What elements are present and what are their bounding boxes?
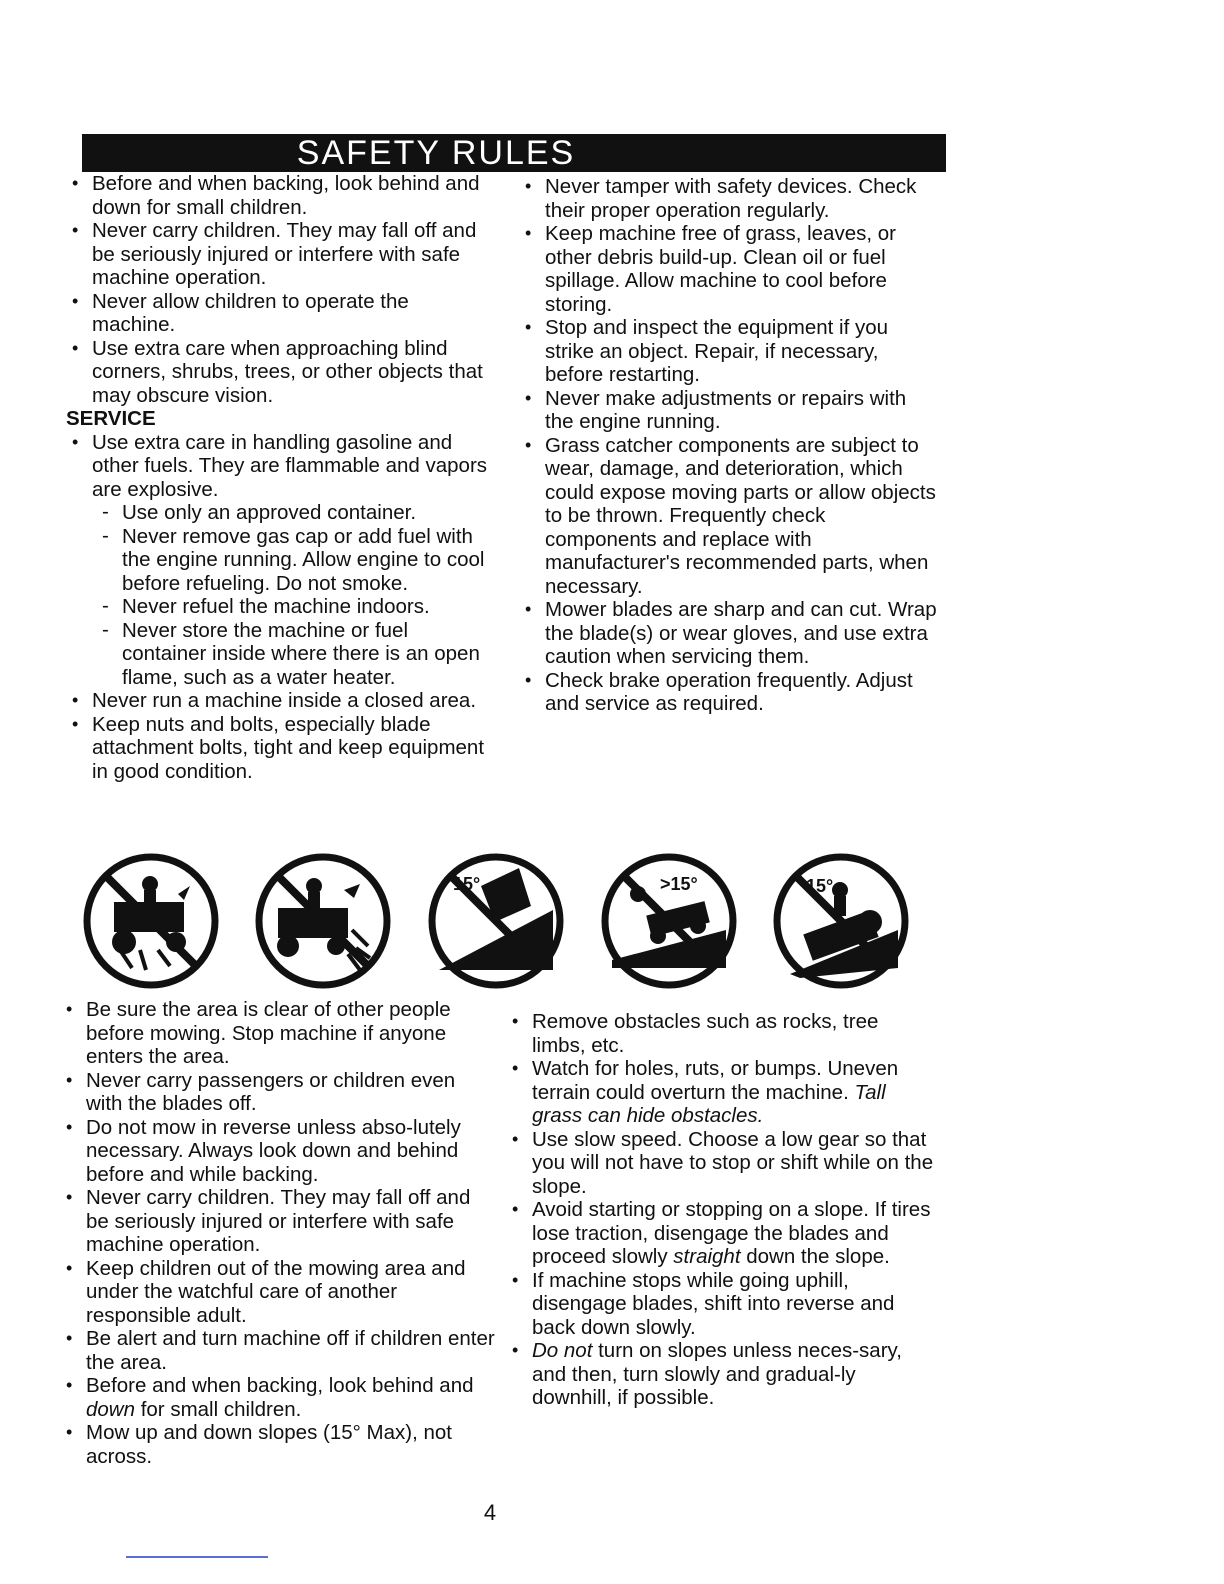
slope-15-label: 15° [806, 876, 834, 896]
list-item: • Never allow children to operate the machine. [66, 290, 496, 337]
list-item: • Be sure the area is clear of other people before mowing. Stop machine if anyone enters the area. [60, 998, 495, 1069]
list-item: • Keep nuts and bolts, especially blade attachment bolts, tight and keep equipment in good condition. [66, 713, 496, 784]
list-item: • If machine stops while going uphill, disengage blades, shift into reverse and back down slowly. [506, 1269, 936, 1340]
list-item: • Never carry children. They may fall off and be seriously injured or interfere with safe machine operation. [66, 219, 496, 290]
backing-text: Before and when backing, look behind and [86, 1374, 474, 1397]
list-item: • Keep machine free of grass, leaves, or other debris build-up. Clean oil or fuel spillage. Allow machine to cool before storing. [519, 222, 939, 316]
slope-over-15-label: >15° [660, 874, 698, 894]
no-children-riding-icon [80, 850, 222, 992]
list-item: • Be alert and turn machine off if children enter the area. [60, 1327, 495, 1374]
bottom-right-column [506, 1010, 936, 1410]
list-item: • Use extra care when approaching blind corners, shrubs, trees, or other objects that may obscure vision. [66, 337, 496, 408]
avoid-text: Avoid starting or stopping on a slope. If tires lose traction, disengage the blades and proceed slowly [532, 1198, 931, 1268]
sub-list-item: - Never remove gas cap or add fuel with the engine running. Allow engine to cool before refueling. Do not smoke. [66, 525, 496, 596]
list-item: • Before and when backing, look behind and down for small children. [66, 172, 496, 219]
turn-text: turn on slopes unless neces-sary, and then, turn slowly and gradual-ly downhill, if possible. [532, 1339, 902, 1409]
list-item: • Mower blades are sharp and can cut. Wrap the blade(s) or wear gloves, and use extra caution when servicing them. [519, 598, 939, 669]
list-item: • Never run a machine inside a closed area. [66, 689, 496, 713]
list-item [60, 1374, 495, 1421]
no-steep-slope-icon [598, 850, 740, 992]
holes-text: Watch for holes, ruts, or bumps. Uneven terrain could overturn the machine. [532, 1057, 899, 1104]
list-item: • Stop and inspect the equipment if you strike an object. Repair, if necessary, before restarting. [519, 316, 939, 387]
backing-text-end: for small children. [135, 1397, 302, 1421]
list-item: • Never make adjustments or repairs with the engine running. [519, 387, 939, 434]
list-item: • Use slow speed. Choose a low gear so that you will not have to stop or shift while on the slope. [506, 1128, 936, 1199]
list-item: • Never carry passengers or children even with the blades off. [60, 1069, 495, 1116]
list-item: • Grass catcher components are subject to wear, damage, and deterioration, which could expose moving parts or allow objects to be thrown. Frequently check components and replace with manufacturer's recommended parts, when necessary. [519, 434, 939, 599]
no-slope-over-15-icon [425, 850, 567, 992]
avoid-emphasis: straight [673, 1245, 741, 1268]
page-number: 4 [483, 1500, 497, 1525]
list-item: • Check brake operation frequently. Adjust and service as required. [519, 669, 939, 716]
list-item [506, 1198, 936, 1269]
list-item: • Never carry children. They may fall off and be seriously injured or interfere with safe machine operation. [60, 1186, 495, 1257]
slope-15-label: 15° [453, 874, 481, 894]
top-right-column [519, 175, 939, 716]
list-item [506, 1339, 936, 1410]
list-item: • Mow up and down slopes (15° Max), not across. [60, 1421, 495, 1468]
turn-emphasis: Do not [532, 1339, 593, 1362]
safety-rules-header [82, 134, 946, 172]
bottom-left-column [60, 998, 495, 1468]
safety-pictograms [80, 850, 930, 990]
list-item: • Use extra care in handling gasoline and other fuels. They are flammable and vapors are explosive. [66, 431, 496, 502]
list-item [506, 1057, 936, 1128]
bottom-rule [126, 1556, 268, 1558]
backing-emphasis: down [86, 1397, 136, 1421]
avoid-text-end: down the slope. [740, 1245, 890, 1268]
list-item: • Never tamper with safety devices. Check their proper operation regularly. [519, 175, 939, 222]
sub-list-item: - Never store the machine or fuel container inside where there is an open flame, such as a water heater. [66, 619, 496, 690]
sub-list-item: - Never refuel the machine indoors. [66, 595, 496, 619]
list-item: • Keep children out of the mowing area and under the watchful care of another responsible adult. [60, 1257, 495, 1328]
list-item: • Remove obstacles such as rocks, tree limbs, etc. [506, 1010, 936, 1057]
no-reverse-mowing-icon [252, 850, 394, 992]
list-item: • Do not mow in reverse unless abso-lutely necessary. Always look down and behind before and while backing. [60, 1116, 495, 1187]
service-heading: SERVICE [66, 407, 156, 430]
no-across-slope-icon [770, 850, 912, 992]
header-title: SAFETY RULES [296, 134, 576, 172]
top-left-column [66, 172, 496, 783]
holes-emphasis: Tall grass can hide obstacles. [532, 1080, 886, 1127]
sub-list-item: - Use only an approved container. [66, 501, 496, 525]
